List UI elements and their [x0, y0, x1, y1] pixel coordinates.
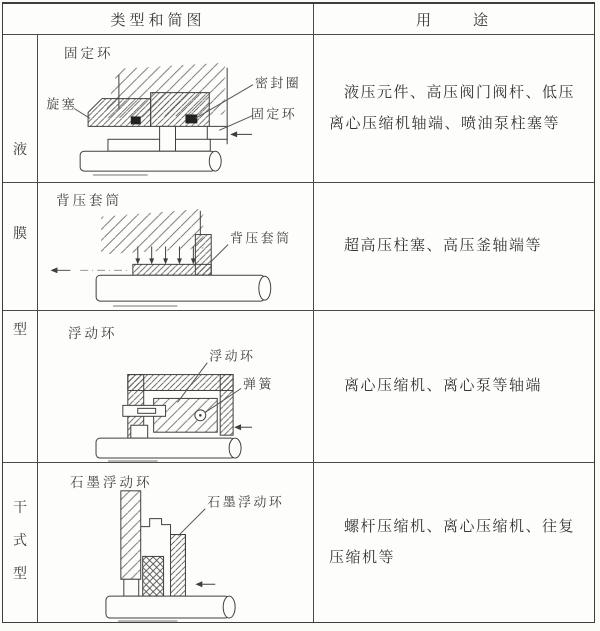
use-cell-2 — [314, 183, 594, 311]
spring-label: 弹簧 — [243, 376, 274, 392]
side-char: 膜 — [13, 225, 27, 241]
shaft — [96, 275, 265, 301]
seal-ring-label: 密封圈 — [254, 75, 302, 91]
seal-ring-left — [131, 116, 141, 124]
sleeve-label: 背压套筒 — [230, 230, 292, 246]
housing-right-wall — [220, 375, 233, 436]
seal-types-table — [2, 2, 595, 623]
side-char: 干 — [13, 499, 27, 515]
side-char: 型 — [13, 565, 27, 581]
header-type-column — [3, 4, 314, 35]
side-label-liquid-film-2 — [3, 183, 38, 311]
diagram-back-pressure-sleeve — [38, 183, 314, 311]
diagram-floating-ring — [38, 311, 314, 463]
side-char: 式 — [13, 532, 27, 548]
wall-foot — [124, 579, 139, 596]
graphite-ring-label: 石墨浮动环 — [207, 494, 285, 510]
seal-ring-right — [185, 114, 197, 123]
shaft — [96, 438, 235, 458]
shaft-end — [223, 596, 235, 618]
use-text: 液压元件、高压阀门阀杆、低压离心压缩机轴端、喷油泵柱塞等 — [329, 83, 576, 132]
use-cell-1 — [314, 35, 594, 183]
plug-label: 旋塞 — [46, 96, 78, 112]
use-cell-4 — [314, 463, 594, 622]
diagram-title: 石墨浮动环 — [70, 475, 153, 490]
shaft — [106, 596, 229, 618]
shaft — [80, 151, 215, 171]
gland-block — [151, 93, 210, 127]
diagram-fixed-ring — [38, 35, 314, 183]
plug-block — [88, 99, 151, 127]
header-use-label: 用 途 — [415, 11, 492, 29]
side-label-liquid-film-3 — [3, 311, 38, 463]
use-cell-3 — [314, 311, 594, 463]
housing-wall — [121, 491, 141, 579]
gland-foot — [131, 425, 148, 438]
graphite-ring-block — [143, 556, 164, 596]
diagram-title: 固定环 — [64, 46, 114, 61]
side-char: 型 — [13, 321, 27, 337]
shaft-end — [209, 151, 221, 171]
side-char: 液 — [13, 141, 27, 157]
floating-ring-label: 浮动环 — [209, 348, 256, 364]
header-use-column — [314, 4, 594, 35]
fixed-ring-label: 固定环 — [250, 106, 298, 122]
diagram-title: 浮动环 — [68, 326, 118, 341]
side-label-liquid-film-1 — [3, 35, 38, 183]
shaft-end — [229, 438, 241, 458]
diagram-title: 背压套筒 — [56, 193, 122, 208]
shaft-end — [259, 276, 271, 300]
use-text: 超高压柱塞、高压釜轴端等 — [344, 237, 543, 255]
diagram-graphite-floating-ring — [38, 463, 314, 622]
use-text: 螺杆压缩机、离心压缩机、往复压缩机等 — [329, 517, 576, 566]
use-text: 离心压缩机、离心泵等轴端 — [344, 377, 543, 395]
side-label-dry-type — [3, 463, 38, 622]
holder-block — [171, 535, 186, 597]
base-plate — [108, 139, 210, 151]
header-type-label: 类型和简图 — [110, 11, 206, 29]
sleeve-body — [133, 264, 211, 275]
